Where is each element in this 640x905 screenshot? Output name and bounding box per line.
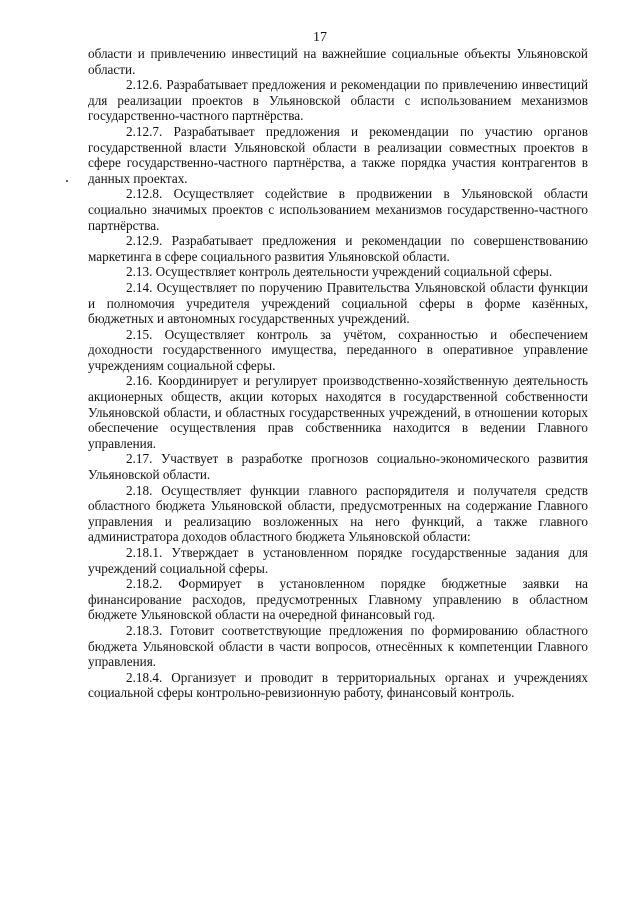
paragraph-2-18-2: 2.18.2. Формирует в установленном порядке бюджетные заявки на финансирование расходов, предусмотренных Главному управлению в областном бюджете Ульяновской области на очередной финансовый год. [88,576,588,623]
paragraph-2-18: 2.18. Осуществляет функции главного распорядителя и получателя средств областного бюджета Ульяновской области, предусмотренных на содержание Главного управления и реализацию возложенных на него функций, а также главного администратора доходов областного бюджета Ульяновской области: [88,482,588,545]
paragraph-2-12-7: 2.12.7. Разрабатывает предложения и рекомендации по участию органов государственной власти Ульяновской области в реализации совместных проектов в сфере государственно-частного партнёрства, а также порядка участия контрагентов в данных проектах. [88,123,588,186]
paragraph-2-17: 2.17. Участвует в разработке прогнозов социально-экономического развития Ульяновской области. [88,451,588,483]
paragraph-2-18-1: 2.18.1. Утверждает в установленном порядке государственные задания для учреждений социальной сферы. [88,545,588,576]
paragraph-2-14: 2.14. Осуществляет по поручению Правительства Ульяновской области функции и полномочия учредителя учреждений социальной сферы в форме казённых, бюджетных и автономных государственных учреждений. [88,279,588,327]
paragraph-2-16: 2.16. Координирует и регулирует производственно-хозяйственную деятельность акционерных обществ, акции которых находятся в государственной собственности Ульяновской области, и областных государственных учреждений, в отношении которых обеспечение осуществления прав собственника находится в ведении Главного управления. [88,373,588,451]
paragraph-2-12-6: 2.12.6. Разрабатывает предложения и рекомендации по привлечению инвестиций для реализации проектов в Ульяновской области с использованием механизмов государственно-частного партнёрства. [88,77,588,124]
paragraph-continuation: области и привлечению инвестиций на важнейшие социальные объекты Ульяновской области. [88,46,588,77]
paragraph-2-13: 2.13. Осуществляет контроль деятельности учреждений социальной сферы. [126,264,553,280]
margin-mark [66,180,68,182]
paragraph-2-12-9: 2.12.9. Разрабатывает предложения и рекомендации по совершенствованию маркетинга в сфере социального развития Ульяновской области. [88,233,588,264]
paragraph-2-18-4: 2.18.4. Организует и проводит в территориальных органах и учреждениях социальной сферы контрольно-ревизионную работу, финансовый контроль. [88,669,588,701]
paragraph-2-18-3: 2.18.3. Готовит соответствующие предложения по формированию областного бюджета Ульяновской области в части вопросов, отнесённых к компетенции Главного управления. [88,622,588,670]
document-body [88,46,588,701]
paragraph-2-12-8: 2.12.8. Осуществляет содействие в продвижении в Ульяновской области социально значимых проектов с использованием механизмов государственно-частного партнёрства. [88,186,588,233]
paragraph-2-15: 2.15. Осуществляет контроль за учётом, сохранностью и обеспечением доходности государственного имущества, переданного в оперативное управление учреждениям социальной сферы. [88,326,588,373]
page-number: 17 [313,30,327,45]
